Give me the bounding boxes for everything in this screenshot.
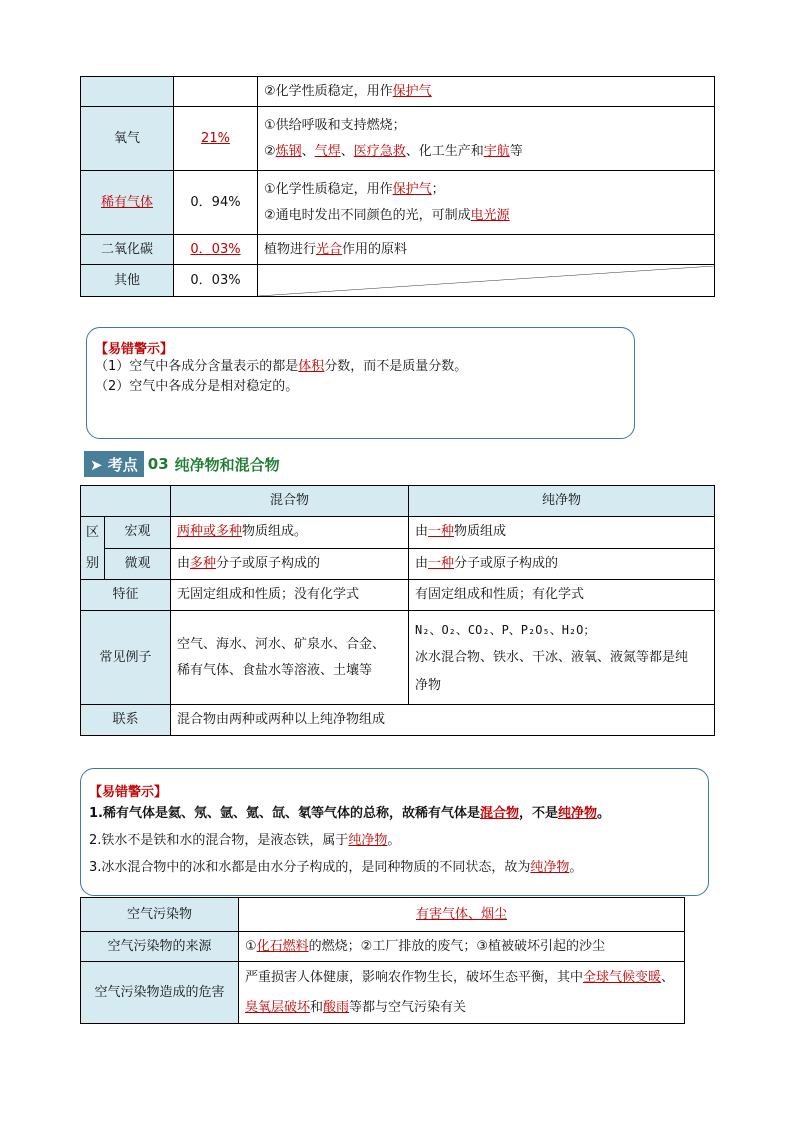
table-row bbox=[81, 171, 715, 235]
relation-label: 联系 bbox=[81, 705, 171, 736]
micro-pure: 由一种分子或原子构成的 bbox=[409, 548, 715, 580]
kaodian-badge: ➤ 考点 bbox=[84, 451, 144, 477]
pollutant-value: 有害气体、烟尘 bbox=[239, 898, 685, 932]
other-percent: 0．03% bbox=[174, 265, 258, 297]
table-row bbox=[81, 265, 715, 297]
examples-mixture: 空气、海水、河水、矿泉水、合金、 稀有气体、食盐水等溶液、土壤等 bbox=[171, 611, 409, 705]
warning-box-2: 【易错警示】 1.稀有气体是氦、氖、氩、氪、氙、氡等气体的总称，故稀有气体是混合物，不是纯净物。 2.铁水不是铁和水的混合物，是液态铁，属于纯净物。 3.冰水混合物中的冰和水都是由水分子构成的，是同种物质的不同状态，故为纯净物。 bbox=[80, 768, 709, 896]
air-composition-table bbox=[80, 76, 715, 297]
examples-pure: N₂、O₂、CO₂、P、P₂O₅、H₂O； 冰水混合物、铁水、干冰、液氧、液氮等都是纯 净物 bbox=[409, 611, 715, 705]
table-row bbox=[81, 548, 715, 580]
feature-mixture: 无固定组成和性质；没有化学式 bbox=[171, 580, 409, 611]
head-mixture: 混合物 bbox=[171, 486, 409, 517]
feature-label: 特征 bbox=[81, 580, 171, 611]
empty-diagonal-cell bbox=[258, 265, 715, 297]
micro-mixture: 由多种分子或原子构成的 bbox=[171, 548, 409, 580]
feature-pure: 有固定组成和性质；有化学式 bbox=[409, 580, 715, 611]
pollutant-label: 空气污染物 bbox=[81, 898, 239, 932]
pollution-table bbox=[80, 897, 685, 1024]
table-row bbox=[81, 107, 715, 171]
rare-gas-percent: 0．94% bbox=[174, 171, 258, 235]
rare-gas-use-cell: ①化学性质稳定，用作保护气； ②通电时发出不同颜色的光，可制成电光源 bbox=[258, 171, 715, 235]
co2-percent: 0．03% bbox=[174, 235, 258, 265]
section-heading bbox=[84, 451, 280, 477]
oxygen-percent: 21% bbox=[174, 107, 258, 171]
other-label: 其他 bbox=[81, 265, 174, 297]
nitrogen-use-cell: ②化学性质稳定，用作保护气 bbox=[258, 77, 715, 107]
harm-label: 空气污染物造成的危害 bbox=[81, 962, 239, 1024]
examples-label: 常见例子 bbox=[81, 611, 171, 705]
table-row bbox=[81, 580, 715, 611]
source-value: ①化石燃料的燃烧；②工厂排放的废气；③植被破坏引起的沙尘 bbox=[239, 932, 685, 962]
warning-box-1: 【易错警示】 （1）空气中各成分含量表示的都是体积分数，而不是质量分数。 （2）空气中各成分是相对稳定的。 bbox=[86, 327, 635, 439]
micro-label: 微观 bbox=[105, 548, 171, 580]
warning-title: 【易错警示】 bbox=[95, 342, 174, 357]
table-row bbox=[81, 962, 685, 1024]
diff-label: 区 别 bbox=[81, 517, 105, 580]
harm-value: 严重损害人体健康，影响农作物生长，破坏生态平衡，其中全球气候变暖、臭氧层破坏和酸雨等都与空气污染有关 bbox=[239, 962, 685, 1024]
table-row bbox=[81, 611, 715, 705]
table-row bbox=[81, 898, 685, 932]
table-row bbox=[81, 517, 715, 549]
macro-mixture: 两种或多种物质组成。 bbox=[171, 517, 409, 549]
section-number: 03 bbox=[147, 455, 169, 473]
rare-gas-label: 稀有气体 bbox=[81, 171, 174, 235]
oxygen-label: 氧气 bbox=[81, 107, 174, 171]
section-title: 纯净物和混合物 bbox=[174, 455, 280, 474]
oxygen-use-cell: ①供给呼吸和支持燃烧； ②炼钢、气焊、医疗急救、化工生产和宇航等 bbox=[258, 107, 715, 171]
source-label: 空气污染物的来源 bbox=[81, 932, 239, 962]
co2-label: 二氧化碳 bbox=[81, 235, 174, 265]
table-row bbox=[81, 235, 715, 265]
warning-title: 【易错警示】 bbox=[89, 785, 168, 800]
co2-use-cell: 植物进行光合作用的原料 bbox=[258, 235, 715, 265]
table-row bbox=[81, 486, 715, 517]
mixture-pure-table bbox=[80, 485, 715, 736]
table-row bbox=[81, 932, 685, 962]
macro-pure: 由一种物质组成 bbox=[409, 517, 715, 549]
diagonal-line bbox=[258, 266, 714, 296]
table-row bbox=[81, 705, 715, 736]
head-pure: 纯净物 bbox=[409, 486, 715, 517]
relation-text: 混合物由两种或两种以上纯净物组成 bbox=[171, 705, 715, 736]
macro-label: 宏观 bbox=[105, 517, 171, 549]
table-row bbox=[81, 77, 715, 107]
